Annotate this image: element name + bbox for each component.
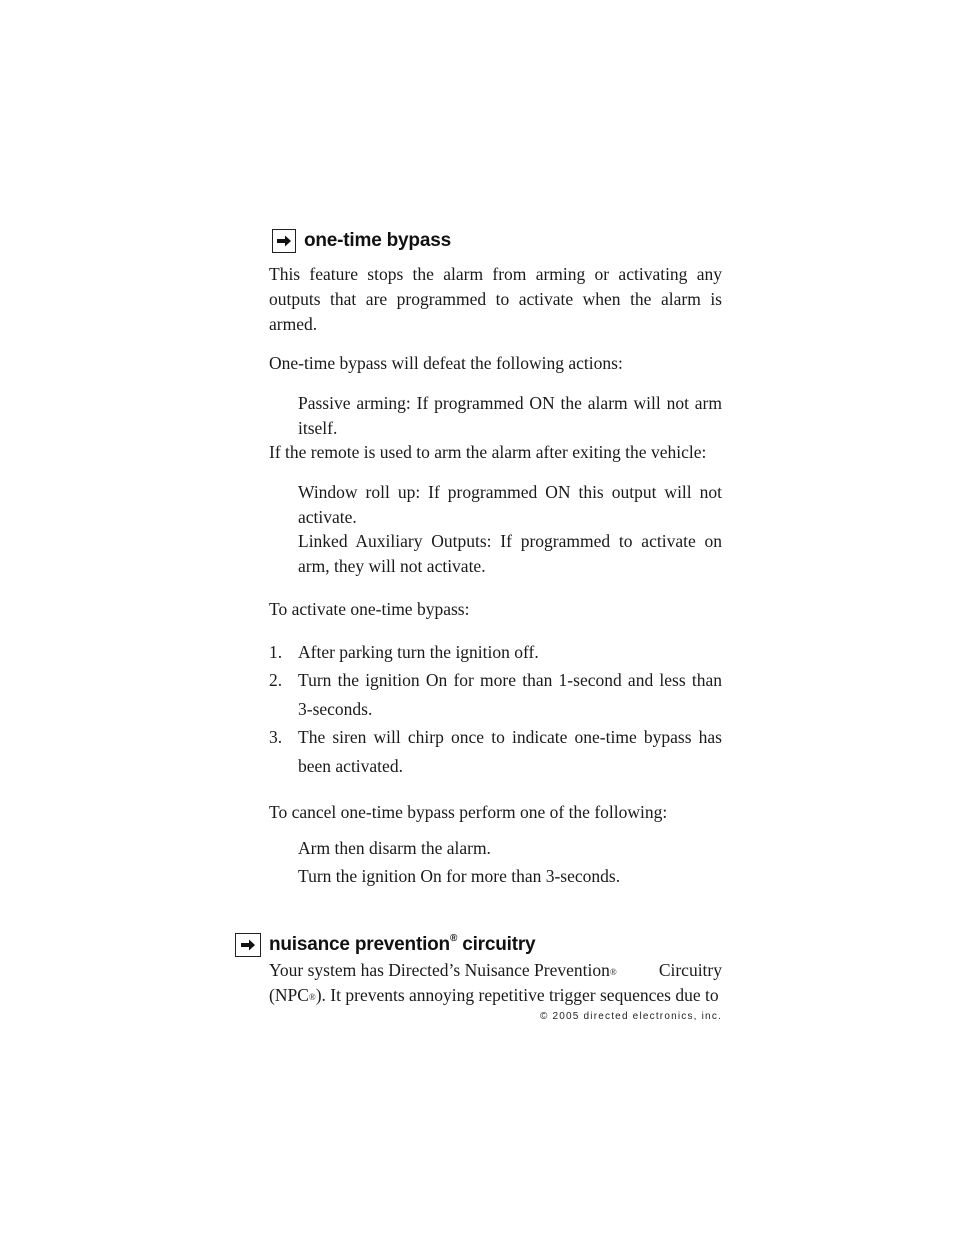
npc-line-1-end: Circuitry [658, 960, 722, 980]
remote-intro: If the remote is used to arm the alarm after exiting the vehicle: [269, 442, 707, 462]
cancel-option: Turn the ignition On for more than 3-seconds. [298, 866, 621, 886]
right-arrow-icon [235, 933, 261, 957]
step-number: 3. [269, 727, 283, 747]
npc-paragraph-line-2: (NPC®). It prevents annoying repetitive trigger sequences due to [269, 985, 719, 1005]
section-title: nuisance prevention® circuitry [269, 933, 536, 955]
intro-paragraph: This feature stops the alarm from arming or activating any outputs that are programmed to activate when the alarm is armed. [269, 264, 722, 334]
list-item [269, 666, 722, 724]
cancel-option: Arm then disarm the alarm. [298, 838, 491, 858]
activate-intro: To activate one-time bypass: [269, 599, 470, 619]
window-roll-item: Window roll up: If programmed ON this output will not activate. [298, 482, 722, 527]
right-arrow-icon [272, 229, 296, 253]
section-heading-nuisance-prevention [235, 933, 535, 957]
passive-arming-item: Passive arming: If programmed ON the alarm will not arm itself. [298, 393, 722, 438]
list-item [269, 723, 722, 781]
section-title: one-time bypass [304, 230, 451, 251]
step-text: After parking turn the ignition off. [298, 642, 539, 662]
list-item [269, 638, 722, 667]
step-number: 2. [269, 670, 283, 690]
step-text: The siren will chirp once to indicate one-time bypass has been activated. [298, 727, 722, 776]
step-text: Turn the ignition On for more than 1-second and less than 3-seconds. [298, 670, 722, 719]
npc-line-1-text: Your system has Directed’s Nuisance Prevention® [269, 960, 617, 980]
cancel-intro: To cancel one-time bypass perform one of the following: [269, 802, 668, 822]
copyright-footer: © 2005 directed electronics, inc. [539, 1011, 722, 1022]
section-heading-one-time-bypass [272, 229, 451, 253]
npc-paragraph-line-1 [269, 958, 722, 983]
linked-aux-item: Linked Auxiliary Outputs: If programmed to activate on arm, they will not activate. [298, 531, 722, 576]
step-number: 1. [269, 642, 283, 662]
defeats-intro: One-time bypass will defeat the following actions: [269, 353, 623, 373]
